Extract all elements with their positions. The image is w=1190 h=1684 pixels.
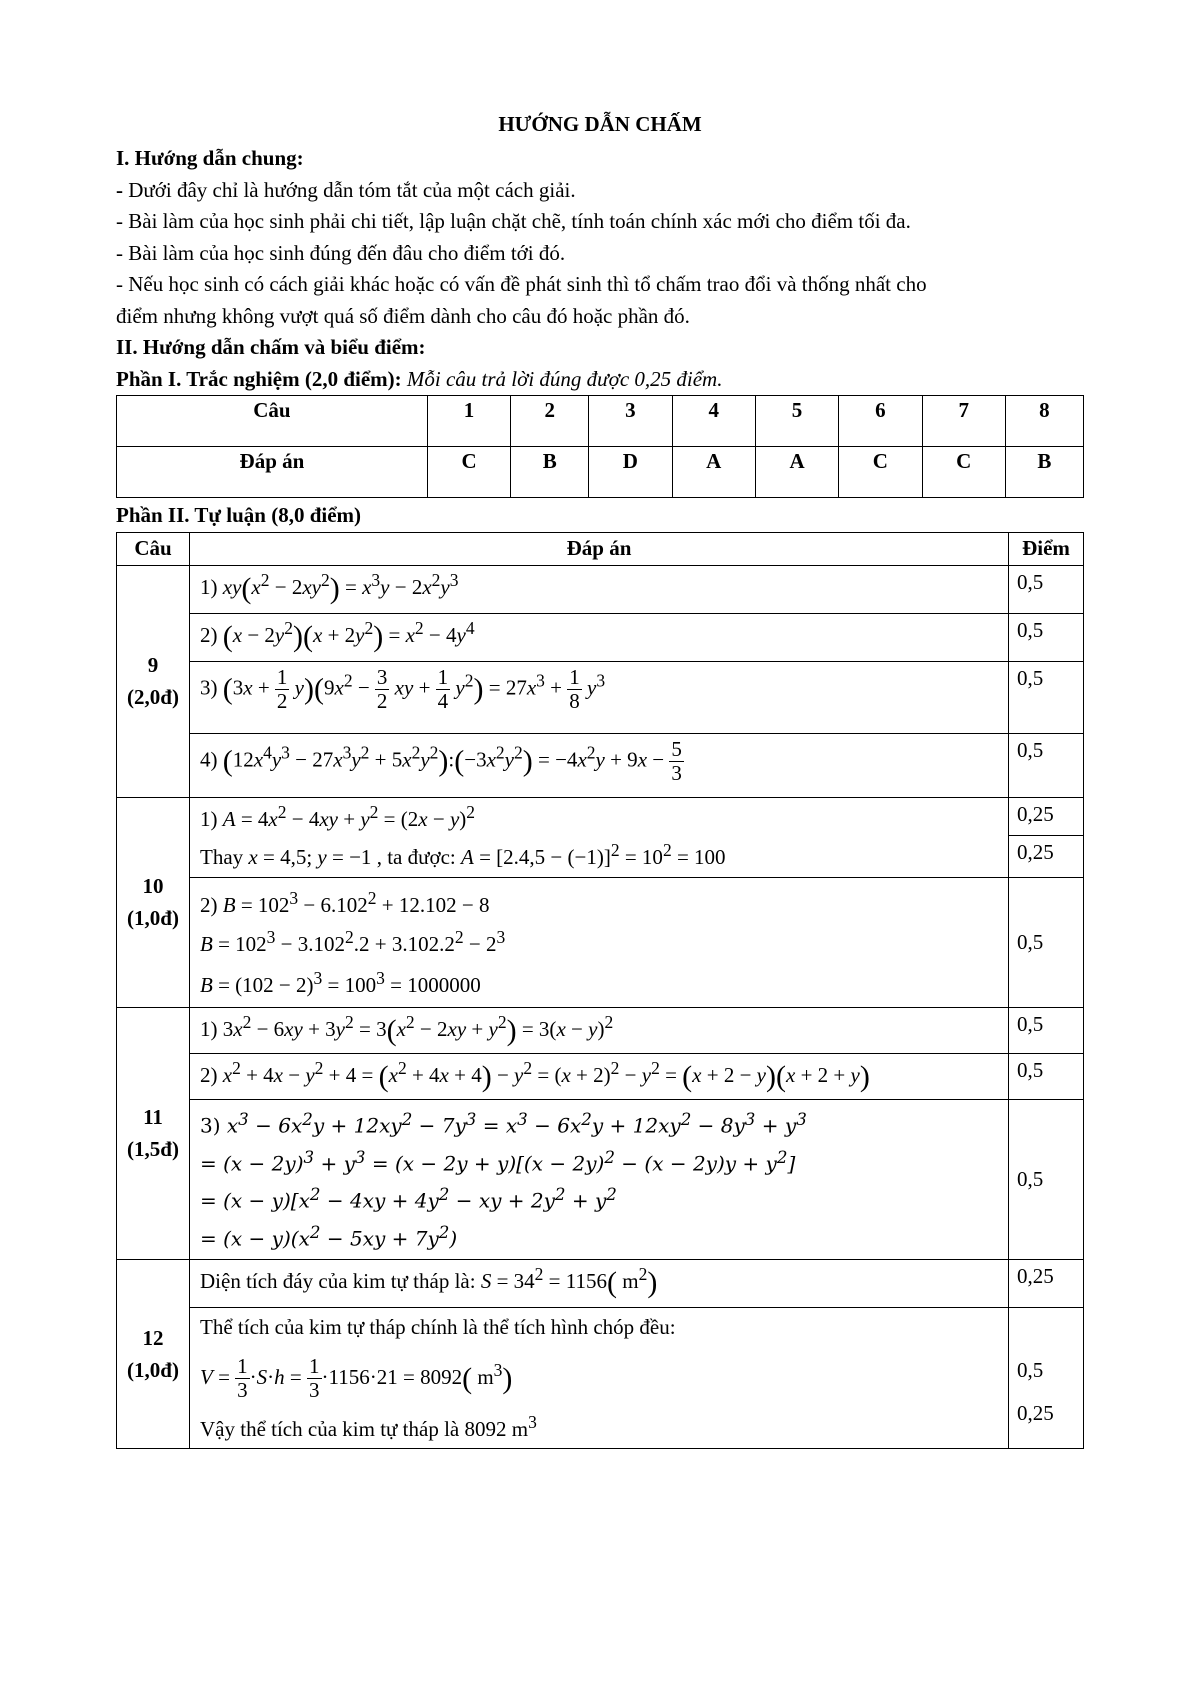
part1-title: Phần I. Trắc nghiệm (2,0 điểm): bbox=[116, 366, 402, 391]
q11-score-1: 0,5 bbox=[1009, 1008, 1084, 1054]
general-line-4: - Nếu học sinh có cách giải khác hoặc có vấn đề phát sinh thì tổ chấm trao đổi và thống nhất cho bbox=[116, 272, 927, 296]
page-title: HƯỚNG DẪN CHẤM bbox=[498, 112, 702, 136]
q11-row-2 bbox=[117, 1054, 1084, 1100]
mc-question-row bbox=[117, 396, 1084, 447]
q11-label: 11 (1,5đ) bbox=[117, 1008, 190, 1260]
q11-part-1: 1) $3x^2 - 6xy + 3y^2 = 3(x^2 - 2xy + y^2) = 3(x - y)^2$ bbox=[190, 1008, 1009, 1054]
essay-header-row bbox=[117, 532, 1084, 565]
q11-score-3: 0,5 bbox=[1009, 1100, 1084, 1260]
header-question: Câu bbox=[117, 532, 190, 565]
q12-row-2 bbox=[117, 1307, 1084, 1448]
part2-heading: Phần II. Tự luận (8,0 điểm) bbox=[116, 503, 362, 527]
q10-score-3: 0,5 bbox=[1009, 878, 1084, 1008]
mc-answer: C bbox=[427, 447, 510, 498]
q12-scores: 0,5 0,25 bbox=[1009, 1307, 1084, 1448]
q9-row-2 bbox=[117, 613, 1084, 661]
mc-question: 3 bbox=[589, 396, 672, 447]
q9-row-1 bbox=[117, 565, 1084, 613]
mc-answer: C bbox=[922, 447, 1005, 498]
q10-score-2: 0,25 bbox=[1009, 836, 1084, 878]
q11-row-1 bbox=[117, 1008, 1084, 1054]
q12-row-1 bbox=[117, 1259, 1084, 1307]
q10-part-1b: Thay x = 4,5; y = −1 , ta được: $A = [2.4,5 - (-1)]^2 = 10^2 = 100$ bbox=[190, 836, 1009, 878]
general-heading: I. Hướng dẫn chung: bbox=[116, 146, 304, 170]
mc-answer: D bbox=[589, 447, 672, 498]
mc-answer: C bbox=[839, 447, 922, 498]
q9-row-3 bbox=[117, 661, 1084, 733]
general-line-1: - Dưới đây chỉ là hướng dẫn tóm tắt của một cách giải. bbox=[116, 177, 576, 202]
q9-label: 9 (2,0đ) bbox=[117, 565, 190, 797]
answer-key-page bbox=[116, 112, 1084, 1449]
q10-part-2: 2) $B = 102^3 - 6.102^2 + 12.102 - 8$ $B = 102^3 - 3.102^2.2 + 3.102.2^2 - 2^3$ $B = (102 - 2)^3 = 100^3 = 1000000$ bbox=[190, 878, 1009, 1008]
q10-row-2 bbox=[117, 836, 1084, 878]
mc-question: 1 bbox=[427, 396, 510, 447]
header-answer: Đáp án bbox=[190, 532, 1009, 565]
q9-score-3: 0,5 bbox=[1009, 661, 1084, 733]
q11-row-3 bbox=[117, 1100, 1084, 1260]
q11-part-3: 3) $x^3 - 6x^2y + 12xy^2 - 7y^3 = x^3 - 6x^2y + 12xy^2 - 8y^3 + y^3$ = $(x - 2y)^3 + y^3 = (x - 2y + y)[(x - 2y)^2 - (x - 2y)y + y^2]$ = $(x - y)[x^2 - 4xy + 4y^2$ − xy + $2y^2 + y^2$ = $(x - y)(x^2 - 5xy + 7y^2)$ bbox=[190, 1100, 1009, 1260]
mc-answer-row bbox=[117, 447, 1084, 498]
q9-part-4: 4) ($12x^4y^3 - 27x^3y^2$ + $5x^2y^2):(-3x^2y^2) = -4x^2y + 9x$ − $\frac{5}{3}$ bbox=[190, 733, 1009, 797]
mc-answer: B bbox=[1005, 447, 1083, 498]
q10-part-1a: 1) $A = 4x^2 - 4xy + y^2 = (2x - y)^2$ bbox=[190, 797, 1009, 836]
q9-score-4: 0,5 bbox=[1009, 733, 1084, 797]
multiple-choice-table bbox=[116, 395, 1084, 498]
mc-question: 5 bbox=[755, 396, 838, 447]
q12-part-1: Diện tích đáy của kim tự tháp là: $S = 34^2 = 1156$( $m^2$) bbox=[190, 1259, 1009, 1307]
mc-question: 7 bbox=[922, 396, 1005, 447]
general-line-5: điểm nhưng không vượt quá số điểm dành cho câu đó hoặc phần đó. bbox=[116, 303, 690, 328]
mc-answer: A bbox=[755, 447, 838, 498]
q12-label: 12 (1,0đ) bbox=[117, 1259, 190, 1448]
q9-score-1: 0,5 bbox=[1009, 565, 1084, 613]
mc-question: 6 bbox=[839, 396, 922, 447]
mc-answer: A bbox=[672, 447, 755, 498]
q9-part-3: 3) (3x + $\frac{1}{2}$ $y)(9x^2$ − $\frac{3}{2}$ xy + $\frac{1}{4}$ $y^2) = 27x^3$ + $\frac{1}{8}$ $y^3$ bbox=[190, 661, 1009, 733]
scoring-heading: II. Hướng dẫn chấm và biểu điểm: bbox=[116, 335, 426, 359]
q9-score-2: 0,5 bbox=[1009, 613, 1084, 661]
q9-part-1: 1) $xy(x^2 - 2xy^2) = x^3y - 2x^2y^3$ bbox=[190, 565, 1009, 613]
general-line-3: - Bài làm của học sinh đúng đến đâu cho điểm tới đó. bbox=[116, 240, 566, 265]
q10-row-3 bbox=[117, 878, 1084, 1008]
mc-answer: B bbox=[511, 447, 589, 498]
mc-question: 4 bbox=[672, 396, 755, 447]
q10-label: 10 (1,0đ) bbox=[117, 797, 190, 1008]
q10-score-1: 0,25 bbox=[1009, 797, 1084, 836]
mc-row-label: Đáp án bbox=[117, 447, 428, 498]
mc-row-label: Câu bbox=[117, 396, 428, 447]
part1-note: Mỗi câu trả lời đúng được 0,25 điểm. bbox=[406, 366, 723, 391]
mc-question: 2 bbox=[511, 396, 589, 447]
q12-part-2: Thể tích của kim tự tháp chính là thể tích hình chóp đều: V = $\frac{1}{3}$ ·S·h = $\frac{1}{3}$ ·1156·21 = 8092( $m^3$) Vậy thể tích của kim tự tháp là 8092 $m^3$ bbox=[190, 1307, 1009, 1448]
q10-row-1 bbox=[117, 797, 1084, 836]
q9-row-4 bbox=[117, 733, 1084, 797]
q9-part-2: 2) $(x - 2y^2)(x + 2y^2) = x^2 - 4y^4$ bbox=[190, 613, 1009, 661]
q11-part-2: 2) $x^2 + 4x - y^2 + 4 = (x^2 + 4x + 4) - y^2 = (x + 2)^2 - y^2 = (x + 2 - y)(x + 2 + y)$ bbox=[190, 1054, 1009, 1100]
q11-score-2: 0,5 bbox=[1009, 1054, 1084, 1100]
q12-score-1: 0,25 bbox=[1009, 1259, 1084, 1307]
mc-question: 8 bbox=[1005, 396, 1083, 447]
general-line-2: - Bài làm của học sinh phải chi tiết, lập luận chặt chẽ, tính toán chính xác mới cho điểm tối đa. bbox=[116, 209, 911, 233]
header-points: Điểm bbox=[1009, 532, 1084, 565]
part1-heading bbox=[116, 364, 1084, 396]
essay-table bbox=[116, 532, 1084, 1449]
